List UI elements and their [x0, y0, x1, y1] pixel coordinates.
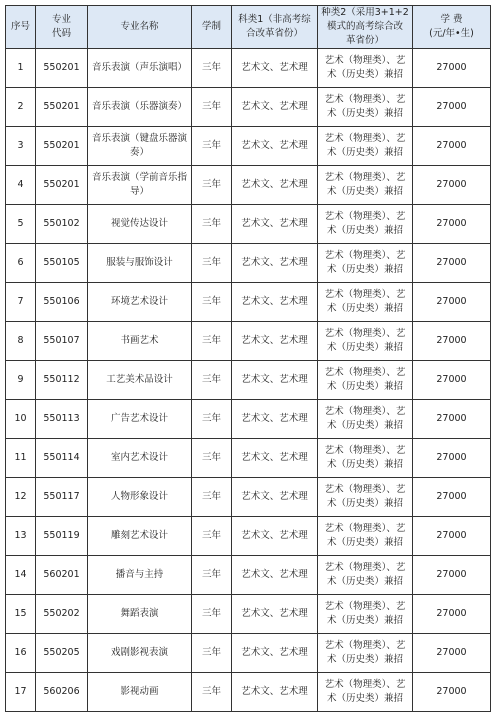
- cell-category1: 艺术文、艺术理: [232, 49, 318, 88]
- cell-category2: 艺术（物理类）、艺术（历史类）兼招: [318, 322, 413, 361]
- cell-category1: 艺术文、艺术理: [232, 478, 318, 517]
- cell-duration: 三年: [192, 556, 232, 595]
- program-table: [5, 5, 491, 712]
- cell-duration: 三年: [192, 244, 232, 283]
- cell-category2: 艺术（物理类）、艺术（历史类）兼招: [318, 361, 413, 400]
- cell-duration: 三年: [192, 478, 232, 517]
- cell-name: 广告艺术设计: [88, 400, 192, 439]
- cell-name: 工艺美术品设计: [88, 361, 192, 400]
- cell-category1: 艺术文、艺术理: [232, 322, 318, 361]
- cell-category1: 艺术文、艺术理: [232, 205, 318, 244]
- cell-category2: 艺术（物理类）、艺术（历史类）兼招: [318, 127, 413, 166]
- cell-index: 13: [6, 517, 36, 556]
- cell-category1: 艺术文、艺术理: [232, 88, 318, 127]
- cell-index: 17: [6, 673, 36, 712]
- cell-name: 人物形象设计: [88, 478, 192, 517]
- cell-duration: 三年: [192, 322, 232, 361]
- table-row: [6, 634, 491, 673]
- cell-duration: 三年: [192, 49, 232, 88]
- cell-name: 音乐表演（声乐演唱）: [88, 49, 192, 88]
- cell-fee: 27000: [413, 205, 491, 244]
- cell-index: 16: [6, 634, 36, 673]
- cell-duration: 三年: [192, 634, 232, 673]
- cell-index: 5: [6, 205, 36, 244]
- cell-category2: 艺术（物理类）、艺术（历史类）兼招: [318, 244, 413, 283]
- cell-category2: 艺术（物理类）、艺术（历史类）兼招: [318, 166, 413, 205]
- cell-category1: 艺术文、艺术理: [232, 283, 318, 322]
- cell-fee: 27000: [413, 634, 491, 673]
- cell-name: 视觉传达设计: [88, 205, 192, 244]
- cell-code: 550117: [36, 478, 88, 517]
- header-name: 专业名称: [88, 6, 192, 49]
- cell-category2: 艺术（物理类）、艺术（历史类）兼招: [318, 634, 413, 673]
- cell-index: 4: [6, 166, 36, 205]
- cell-name: 书画艺术: [88, 322, 192, 361]
- cell-code: 560201: [36, 556, 88, 595]
- table-body: [6, 49, 491, 712]
- cell-index: 3: [6, 127, 36, 166]
- table-row: [6, 127, 491, 166]
- cell-code: 560206: [36, 673, 88, 712]
- cell-fee: 27000: [413, 595, 491, 634]
- cell-name: 环境艺术设计: [88, 283, 192, 322]
- table-row: [6, 166, 491, 205]
- cell-index: 1: [6, 49, 36, 88]
- cell-category1: 艺术文、艺术理: [232, 517, 318, 556]
- cell-category1: 艺术文、艺术理: [232, 595, 318, 634]
- cell-name: 雕刻艺术设计: [88, 517, 192, 556]
- cell-code: 550201: [36, 88, 88, 127]
- header-fee: 学 费 (元/年•生): [413, 6, 491, 49]
- cell-category2: 艺术（物理类）、艺术（历史类）兼招: [318, 283, 413, 322]
- cell-fee: 27000: [413, 478, 491, 517]
- table-row: [6, 361, 491, 400]
- cell-category1: 艺术文、艺术理: [232, 127, 318, 166]
- cell-index: 8: [6, 322, 36, 361]
- table-header-row: [6, 6, 491, 49]
- program-table-container: [5, 5, 491, 712]
- cell-duration: 三年: [192, 283, 232, 322]
- cell-index: 6: [6, 244, 36, 283]
- cell-index: 12: [6, 478, 36, 517]
- cell-fee: 27000: [413, 361, 491, 400]
- cell-name: 服装与服饰设计: [88, 244, 192, 283]
- cell-code: 550113: [36, 400, 88, 439]
- cell-duration: 三年: [192, 517, 232, 556]
- cell-category2: 艺术（物理类）、艺术（历史类）兼招: [318, 88, 413, 127]
- table-row: [6, 244, 491, 283]
- cell-code: 550205: [36, 634, 88, 673]
- cell-fee: 27000: [413, 244, 491, 283]
- cell-category1: 艺术文、艺术理: [232, 400, 318, 439]
- cell-category2: 艺术（物理类）、艺术（历史类）兼招: [318, 556, 413, 595]
- table-row: [6, 322, 491, 361]
- cell-duration: 三年: [192, 166, 232, 205]
- header-index: 序号: [6, 6, 36, 49]
- cell-code: 550106: [36, 283, 88, 322]
- cell-name: 音乐表演（键盘乐器演奏）: [88, 127, 192, 166]
- cell-index: 9: [6, 361, 36, 400]
- cell-duration: 三年: [192, 205, 232, 244]
- cell-duration: 三年: [192, 361, 232, 400]
- cell-name: 室内艺术设计: [88, 439, 192, 478]
- cell-duration: 三年: [192, 673, 232, 712]
- cell-code: 550105: [36, 244, 88, 283]
- cell-name: 音乐表演（乐器演奏）: [88, 88, 192, 127]
- table-row: [6, 283, 491, 322]
- cell-code: 550112: [36, 361, 88, 400]
- table-row: [6, 205, 491, 244]
- cell-category2: 艺术（物理类）、艺术（历史类）兼招: [318, 595, 413, 634]
- cell-fee: 27000: [413, 166, 491, 205]
- header-code: 专业 代码: [36, 6, 88, 49]
- cell-category2: 艺术（物理类）、艺术（历史类）兼招: [318, 400, 413, 439]
- table-row: [6, 88, 491, 127]
- cell-code: 550102: [36, 205, 88, 244]
- cell-name: 戏剧影视表演: [88, 634, 192, 673]
- table-row: [6, 556, 491, 595]
- cell-index: 7: [6, 283, 36, 322]
- cell-category1: 艺术文、艺术理: [232, 361, 318, 400]
- cell-code: 550201: [36, 49, 88, 88]
- cell-category1: 艺术文、艺术理: [232, 556, 318, 595]
- cell-duration: 三年: [192, 595, 232, 634]
- cell-category1: 艺术文、艺术理: [232, 439, 318, 478]
- cell-fee: 27000: [413, 517, 491, 556]
- cell-category2: 艺术（物理类）、艺术（历史类）兼招: [318, 478, 413, 517]
- cell-index: 2: [6, 88, 36, 127]
- cell-name: 影视动画: [88, 673, 192, 712]
- table-row: [6, 439, 491, 478]
- cell-index: 14: [6, 556, 36, 595]
- cell-category2: 艺术（物理类）、艺术（历史类）兼招: [318, 439, 413, 478]
- cell-category1: 艺术文、艺术理: [232, 634, 318, 673]
- cell-category1: 艺术文、艺术理: [232, 244, 318, 283]
- cell-fee: 27000: [413, 127, 491, 166]
- cell-index: 11: [6, 439, 36, 478]
- cell-category1: 艺术文、艺术理: [232, 166, 318, 205]
- header-category2: 种类2（采用3+1+2 模式的高考综合改 革省份）: [318, 6, 413, 49]
- cell-duration: 三年: [192, 439, 232, 478]
- table-row: [6, 673, 491, 712]
- cell-code: 550114: [36, 439, 88, 478]
- cell-fee: 27000: [413, 49, 491, 88]
- table-row: [6, 595, 491, 634]
- cell-code: 550201: [36, 166, 88, 205]
- cell-category2: 艺术（物理类）、艺术（历史类）兼招: [318, 673, 413, 712]
- table-row: [6, 478, 491, 517]
- table-row: [6, 400, 491, 439]
- table-row: [6, 49, 491, 88]
- cell-index: 10: [6, 400, 36, 439]
- cell-fee: 27000: [413, 439, 491, 478]
- header-duration: 学制: [192, 6, 232, 49]
- table-row: [6, 517, 491, 556]
- cell-name: 音乐表演（学前音乐指导）: [88, 166, 192, 205]
- cell-index: 15: [6, 595, 36, 634]
- header-category1: 科类1（非高考综 合改革省份）: [232, 6, 318, 49]
- cell-fee: 27000: [413, 322, 491, 361]
- cell-fee: 27000: [413, 673, 491, 712]
- cell-category2: 艺术（物理类）、艺术（历史类）兼招: [318, 205, 413, 244]
- cell-fee: 27000: [413, 556, 491, 595]
- cell-category2: 艺术（物理类）、艺术（历史类）兼招: [318, 517, 413, 556]
- cell-duration: 三年: [192, 127, 232, 166]
- cell-category1: 艺术文、艺术理: [232, 673, 318, 712]
- cell-fee: 27000: [413, 400, 491, 439]
- cell-code: 550202: [36, 595, 88, 634]
- cell-fee: 27000: [413, 283, 491, 322]
- cell-name: 舞蹈表演: [88, 595, 192, 634]
- cell-fee: 27000: [413, 88, 491, 127]
- cell-code: 550201: [36, 127, 88, 166]
- cell-duration: 三年: [192, 400, 232, 439]
- cell-category2: 艺术（物理类）、艺术（历史类）兼招: [318, 49, 413, 88]
- cell-code: 550107: [36, 322, 88, 361]
- cell-code: 550119: [36, 517, 88, 556]
- cell-name: 播音与主持: [88, 556, 192, 595]
- cell-duration: 三年: [192, 88, 232, 127]
